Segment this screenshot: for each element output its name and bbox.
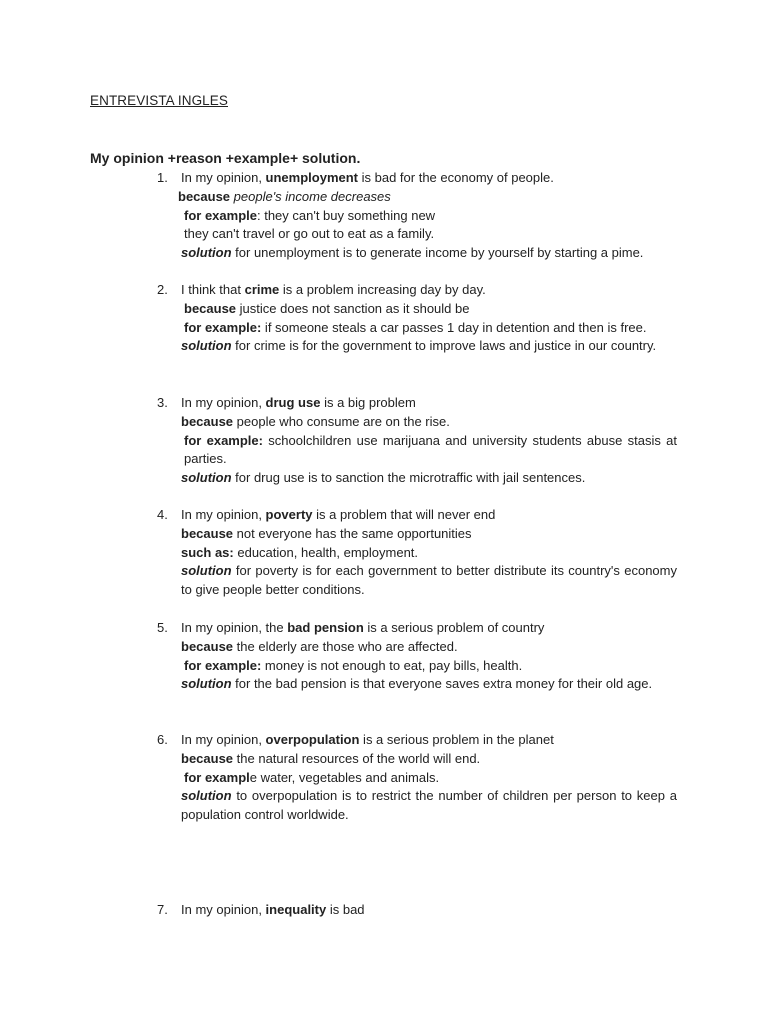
item-reason: because not everyone has the same opportunities xyxy=(181,525,472,541)
item-example: for example: they can't buy something new xyxy=(184,207,436,223)
item-statement: In my opinion, the bad pension is a serious problem of country xyxy=(181,620,545,635)
item-statement: In my opinion, drug use is a big problem xyxy=(181,395,416,410)
item-solution: solution to overpopulation is to restrict the number of children per person to keep a population control worldwide. xyxy=(181,788,677,823)
item-example: such as: education, health, employment. xyxy=(181,544,419,560)
item-topic: poverty xyxy=(265,507,313,522)
item-topic: overpopulation xyxy=(265,732,360,747)
item-solution: solution for crime is for the government to improve laws and justice in our country. xyxy=(181,338,657,354)
item-topic: crime xyxy=(244,282,280,297)
item-example: for example: money is not enough to eat, pay bills, health. xyxy=(184,657,523,673)
item-example: for example: if someone steals a car passes 1 day in detention and then is free. xyxy=(184,319,647,335)
item-topic: inequality xyxy=(265,902,327,917)
item-statement: I think that crime is a problem increasing day by day. xyxy=(181,282,486,297)
item-statement: In my opinion, poverty is a problem that will never end xyxy=(181,507,496,522)
item-number: 6. xyxy=(157,732,168,747)
item-topic: drug use xyxy=(265,395,321,410)
item-number: 4. xyxy=(157,507,168,522)
item-statement: In my opinion, overpopulation is a serious problem in the planet xyxy=(181,732,554,747)
item-solution: solution for unemployment is to generate income by yourself by starting a pime. xyxy=(181,245,644,261)
item-number: 1. xyxy=(157,170,168,185)
document-title: ENTREVISTA INGLES xyxy=(90,93,228,108)
item-number: 7. xyxy=(157,902,168,917)
item-number: 3. xyxy=(157,395,168,410)
item-reason: because justice does not sanction as it should be xyxy=(184,300,470,316)
item-statement: In my opinion, inequality is bad xyxy=(181,902,365,917)
item-example: for example: schoolchildren use marijuana and university students abuse stasis at parties. xyxy=(184,432,677,467)
item-reason: because people's income decreases xyxy=(178,188,391,204)
item-example-continued: they can't travel or go out to eat as a family. xyxy=(184,226,435,242)
item-topic: unemployment xyxy=(265,170,359,185)
item-statement: In my opinion, unemployment is bad for the economy of people. xyxy=(181,170,554,185)
item-solution: solution for poverty is for each government to better distribute its country's economy to give people better conditions. xyxy=(181,563,677,598)
item-topic: bad pension xyxy=(287,620,364,635)
item-number: 5. xyxy=(157,620,168,635)
item-example: for example water, vegetables and animals. xyxy=(184,769,440,785)
item-number: 2. xyxy=(157,282,168,297)
item-reason: because the natural resources of the world will end. xyxy=(181,750,481,766)
item-reason: because the elderly are those who are affected. xyxy=(181,638,458,654)
item-solution: solution for drug use is to sanction the microtraffic with jail sentences. xyxy=(181,470,586,486)
item-solution: solution for the bad pension is that everyone saves extra money for their old age. xyxy=(181,676,653,692)
item-reason: because people who consume are on the rise. xyxy=(181,413,450,429)
document-heading: My opinion +reason +example+ solution. xyxy=(90,150,361,166)
